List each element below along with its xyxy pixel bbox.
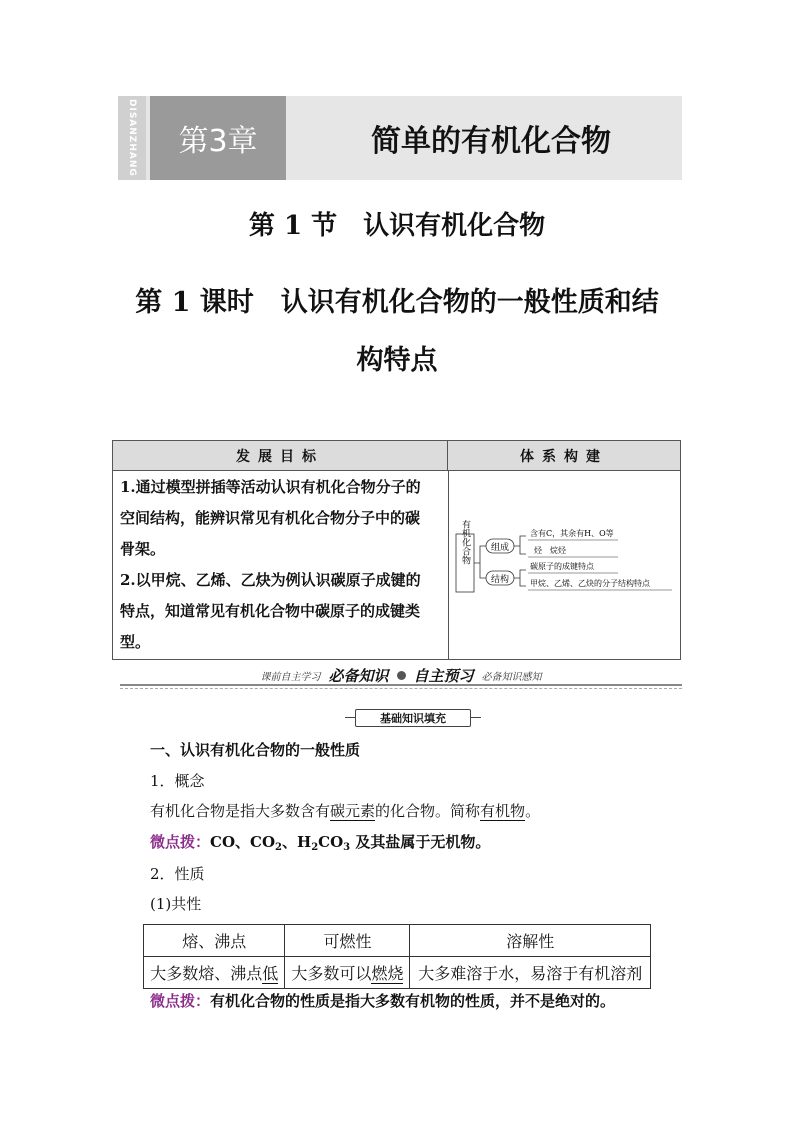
tip-label: 微点拨： xyxy=(150,833,211,851)
goal-line: 骨架。 xyxy=(120,540,166,558)
goal-line: 型。 xyxy=(120,633,151,651)
text: 大多数可以 xyxy=(291,964,372,983)
table-header: 熔、沸点 xyxy=(144,925,285,957)
strip-rule-dashed xyxy=(120,688,682,689)
table-cell: 大多难溶于水，易溶于有机溶剂 xyxy=(410,957,651,989)
map-leaf: 含有C，其余有H、O等 xyxy=(530,529,614,538)
chapter-title: 简单的有机化合物 xyxy=(371,124,611,159)
text: 有机化合物的性质是指大多数有机物的性质，并不是绝对的。 xyxy=(210,992,616,1010)
answer-blank: 燃烧 xyxy=(371,964,404,983)
lesson-title-line1: 第 1 课时 认识有机化合物的一般性质和结 xyxy=(135,287,659,318)
map-branch1: 组成 xyxy=(490,543,510,553)
map-connector xyxy=(474,546,486,578)
tip-properties xyxy=(150,991,615,1011)
strip-left-label: 课前自主学习 xyxy=(260,671,321,683)
text: 大多数熔、沸点 xyxy=(150,964,263,983)
subheading-common: (1)共性 xyxy=(150,895,202,913)
table-header: 溶解性 xyxy=(410,925,651,957)
chapter-number: 第3章 xyxy=(150,96,286,180)
goals-text xyxy=(120,472,445,658)
table-cell xyxy=(144,957,285,989)
text: CO、CO xyxy=(210,833,276,851)
text: CO xyxy=(318,833,344,851)
subsection-pill: 基础知识填充 xyxy=(355,709,471,727)
strip-right-label: 必备知识感知 xyxy=(481,671,542,683)
table-cell xyxy=(285,957,410,989)
chapter-side-tab: DISANZHANG xyxy=(118,96,146,180)
concept-map xyxy=(450,520,680,600)
tip-inorganic xyxy=(150,832,490,852)
subscript: 3 xyxy=(343,842,351,853)
subscript: 2 xyxy=(311,842,319,853)
strip-dot-icon xyxy=(397,671,406,680)
section-title: 第 1 节 认识有机化合物 xyxy=(248,211,546,241)
map-leaf: 碳原子的成键特点 xyxy=(530,562,594,571)
subheading-properties: 2．性质 xyxy=(150,865,205,883)
goal-line: 1.通过模型拼插等活动认识有机化合物分子的 xyxy=(120,478,421,496)
strip-title-1: 必备知识 xyxy=(328,666,389,685)
text: 的化合物。简称 xyxy=(375,802,481,820)
goal-line: 特点，知道常见有机化合物中碳原子的成键类 xyxy=(120,602,421,620)
map-branch2: 结构 xyxy=(490,575,510,585)
answer-blank: 碳元素 xyxy=(330,802,376,820)
text: 及其盐属于无机物。 xyxy=(350,833,491,851)
table-header: 可燃性 xyxy=(285,925,410,957)
map-connector xyxy=(514,536,526,554)
strip-rule xyxy=(120,684,682,686)
section-strip xyxy=(120,664,682,686)
table-row xyxy=(144,957,651,989)
map-connector xyxy=(514,570,526,586)
map-root: 有机化合物 xyxy=(460,520,470,565)
answer-blank: 低 xyxy=(262,964,279,983)
text: 有机化合物是指大多数含有 xyxy=(150,802,331,820)
tip-label: 微点拨： xyxy=(150,992,211,1010)
goal-line: 2.以甲烷、乙烯、乙炔为例认识碳原子成键的 xyxy=(120,571,421,589)
goals-divider xyxy=(448,471,449,659)
table-row xyxy=(144,925,651,957)
text: 。 xyxy=(525,802,541,820)
structure-header: 体系构建 xyxy=(448,441,680,471)
strip-title-2: 自主预习 xyxy=(413,666,474,685)
paragraph-definition xyxy=(150,801,540,821)
text: 、H xyxy=(282,833,312,851)
goals-header: 发展目标 xyxy=(113,441,448,471)
subscript: 2 xyxy=(275,842,282,853)
map-leaf: 烃 烷烃 xyxy=(534,546,566,555)
map-leaf: 甲烷、乙烯、乙炔的分子结构特点 xyxy=(530,579,650,588)
properties-table xyxy=(143,924,651,989)
lesson-title-line2: 构特点 xyxy=(356,345,438,376)
subheading-concept: 1．概念 xyxy=(150,772,205,790)
heading-general-properties: 一、认识有机化合物的一般性质 xyxy=(150,741,361,759)
goal-line: 空间结构，能辨识常见有机化合物分子中的碳 xyxy=(120,509,421,527)
answer-blank: 有机物 xyxy=(480,802,526,820)
